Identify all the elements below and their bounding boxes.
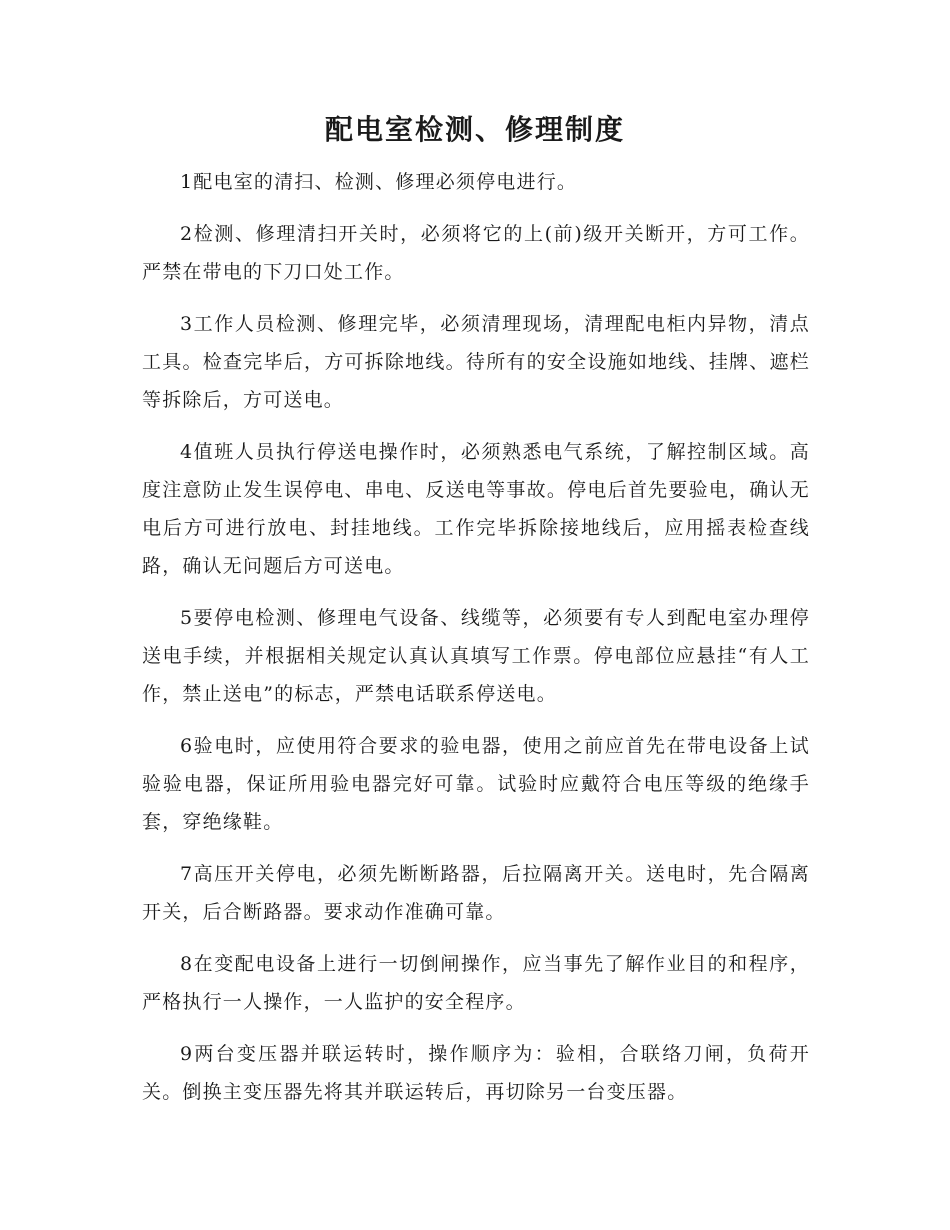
paragraph-7: 7高压开关停电，必须先断断路器，后拉隔离开关。送电时，先合隔离开关，后合断路器。要求动作准确可靠。 xyxy=(142,863,810,923)
paragraph-3: 3工作人员检测、修理完毕，必须清理现场，清理配电柜内异物，清点工具。检查完毕后，方可拆除地线。待所有的安全设施如地线、挂牌、遮栏等拆除后，方可送电。 xyxy=(142,313,810,411)
document-title: 配电室检测、修理制度 xyxy=(324,113,625,146)
document-body xyxy=(142,163,810,1125)
paragraph-2: 2检测、修理清扫开关时，必须将它的上(前)级开关断开，方可工作。严禁在带电的下刀口处工作。 xyxy=(142,223,810,283)
paragraph-6: 6验电时，应使用符合要求的验电器，使用之前应首先在带电设备上试验验电器，保证所用验电器完好可靠。试验时应戴符合电压等级的绝缘手套，穿绝缘鞋。 xyxy=(142,735,810,833)
paragraph-1: 1配电室的清扫、检测、修理必须停电进行。 xyxy=(180,171,578,193)
paragraph-8: 8在变配电设备上进行一切倒闸操作，应当事先了解作业目的和程序，严格执行一人操作，一人监护的安全程序。 xyxy=(142,953,810,1013)
paragraph-9: 9两台变压器并联运转时，操作顺序为：验相，合联络刀闸，负荷开关。倒换主变压器先将其并联运转后，再切除另一台变压器。 xyxy=(142,1043,810,1103)
paragraph-4: 4值班人员执行停送电操作时，必须熟悉电气系统，了解控制区域。高度注意防止发生误停电、串电、反送电等事故。停电后首先要验电，确认无电后方可进行放电、封挂地线。工作完毕拆除接地线后，应用摇表检查线路，确认无问题后方可送电。 xyxy=(142,441,810,577)
paragraph-5: 5要停电检测、修理电气设备、线缆等，必须要有专人到配电室办理停送电手续，并根据相关规定认真认真填写工作票。停电部位应悬挂“有人工作，禁止送电”的标志，严禁电话联系停送电。 xyxy=(142,607,810,705)
